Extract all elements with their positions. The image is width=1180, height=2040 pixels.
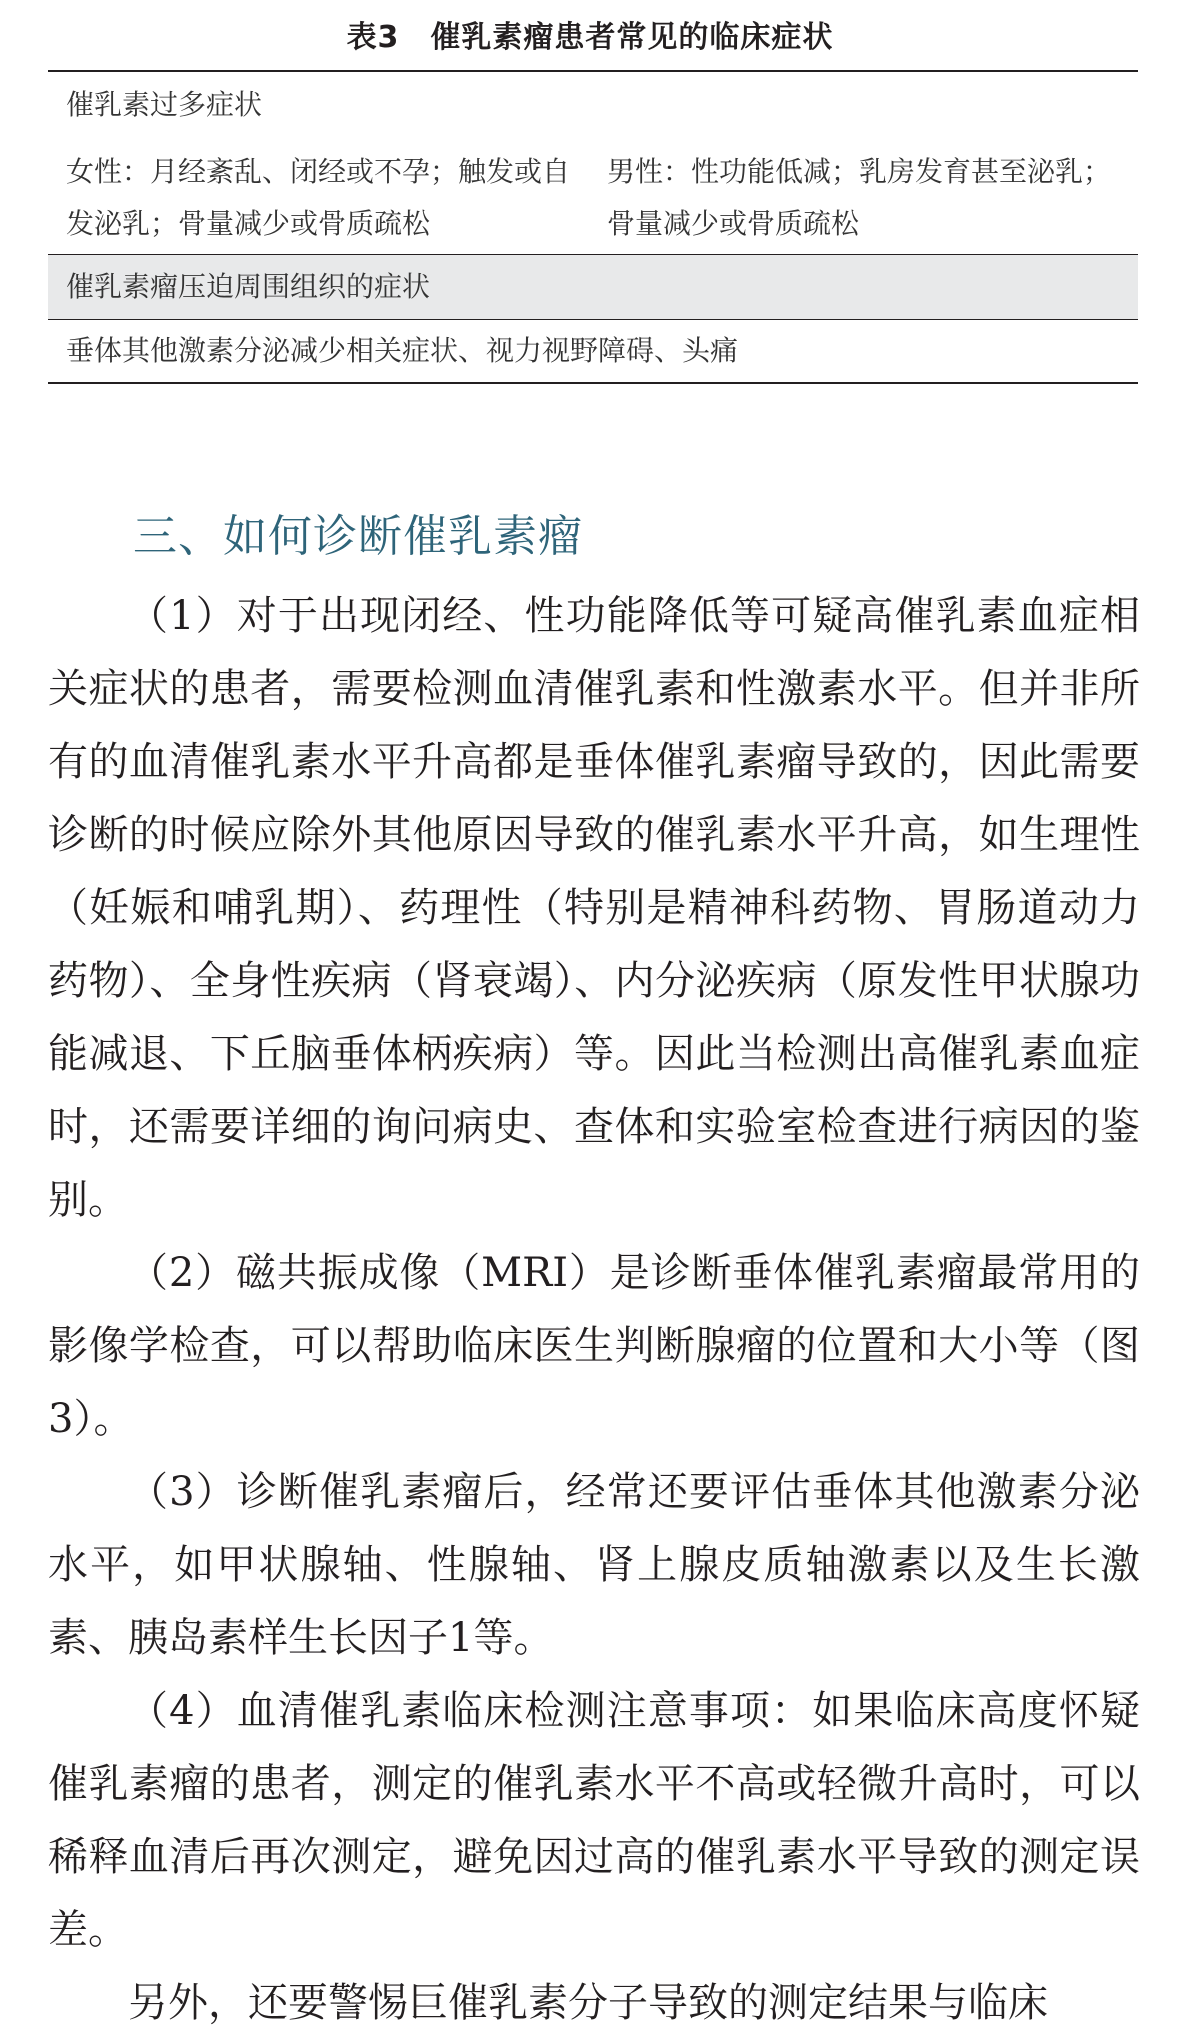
table-cell-male: 男性：性功能低减；乳房发育甚至泌乳；骨量减少或骨质疏松: [607, 155, 1112, 240]
table-header-compression: 催乳素瘤压迫周围组织的症状: [48, 254, 1138, 320]
body-text: [48, 580, 1140, 2040]
paragraph-3: （3）诊断催乳素瘤后，经常还要评估垂体其他激素分泌水平，如甲状腺轴、性腺轴、肾上腺皮质轴激素以及生长激素、胰岛素样生长因子1等。: [48, 1469, 1140, 1661]
paragraph-4: （4）血清催乳素临床检测注意事项：如果临床高度怀疑催乳素瘤的患者，测定的催乳素水平不高或轻微升高时，可以稀释血清后再次测定，避免因过高的催乳素水平导致的测定误差。: [48, 1688, 1140, 1953]
table-cell-compression-symptoms: 垂体其他激素分泌减少相关症状、视力视野障碍、头痛: [66, 334, 739, 367]
table-header-hyperprolactinemia: 催乳素过多症状: [66, 88, 263, 121]
symptoms-table: [48, 70, 1138, 384]
paragraph-2: （2）磁共振成像（MRI）是诊断垂体催乳素瘤最常用的影像学检查，可以帮助临床医生判断腺瘤的位置和大小等（图3）。: [48, 1250, 1140, 1442]
table-row-gender-symptoms: [48, 138, 1138, 254]
section-title: 三、如何诊断催乳素瘤: [133, 511, 583, 562]
table-caption: 表3 催乳素瘤患者常见的临床症状: [346, 20, 834, 55]
paragraph-5: 另外，还要警惕巨催乳素分子导致的测定结果与临床: [128, 1980, 1048, 2026]
paragraph-1: （1）对于出现闭经、性功能降低等可疑高催乳素血症相关症状的患者，需要检测血清催乳素和性激素水平。但并非所有的血清催乳素水平升高都是垂体催乳素瘤导致的，因此需要诊断的时候应除外其他原因导致的催乳素水平升高，如生理性（妊娠和哺乳期）、药理性（特别是精神科药物、胃肠道动力药物）、全身性疾病（肾衰竭）、内分泌疾病（原发性甲状腺功能减退、下丘脑垂体柄疾病）等。因此当检测出高催乳素血症时，还需要详细的询问病史、查体和实验室检查进行病因的鉴别。: [48, 593, 1140, 1223]
table-cell-female: 女性：月经紊乱、闭经或不孕；触发或自发泌乳；骨量减少或骨质疏松: [66, 155, 571, 240]
